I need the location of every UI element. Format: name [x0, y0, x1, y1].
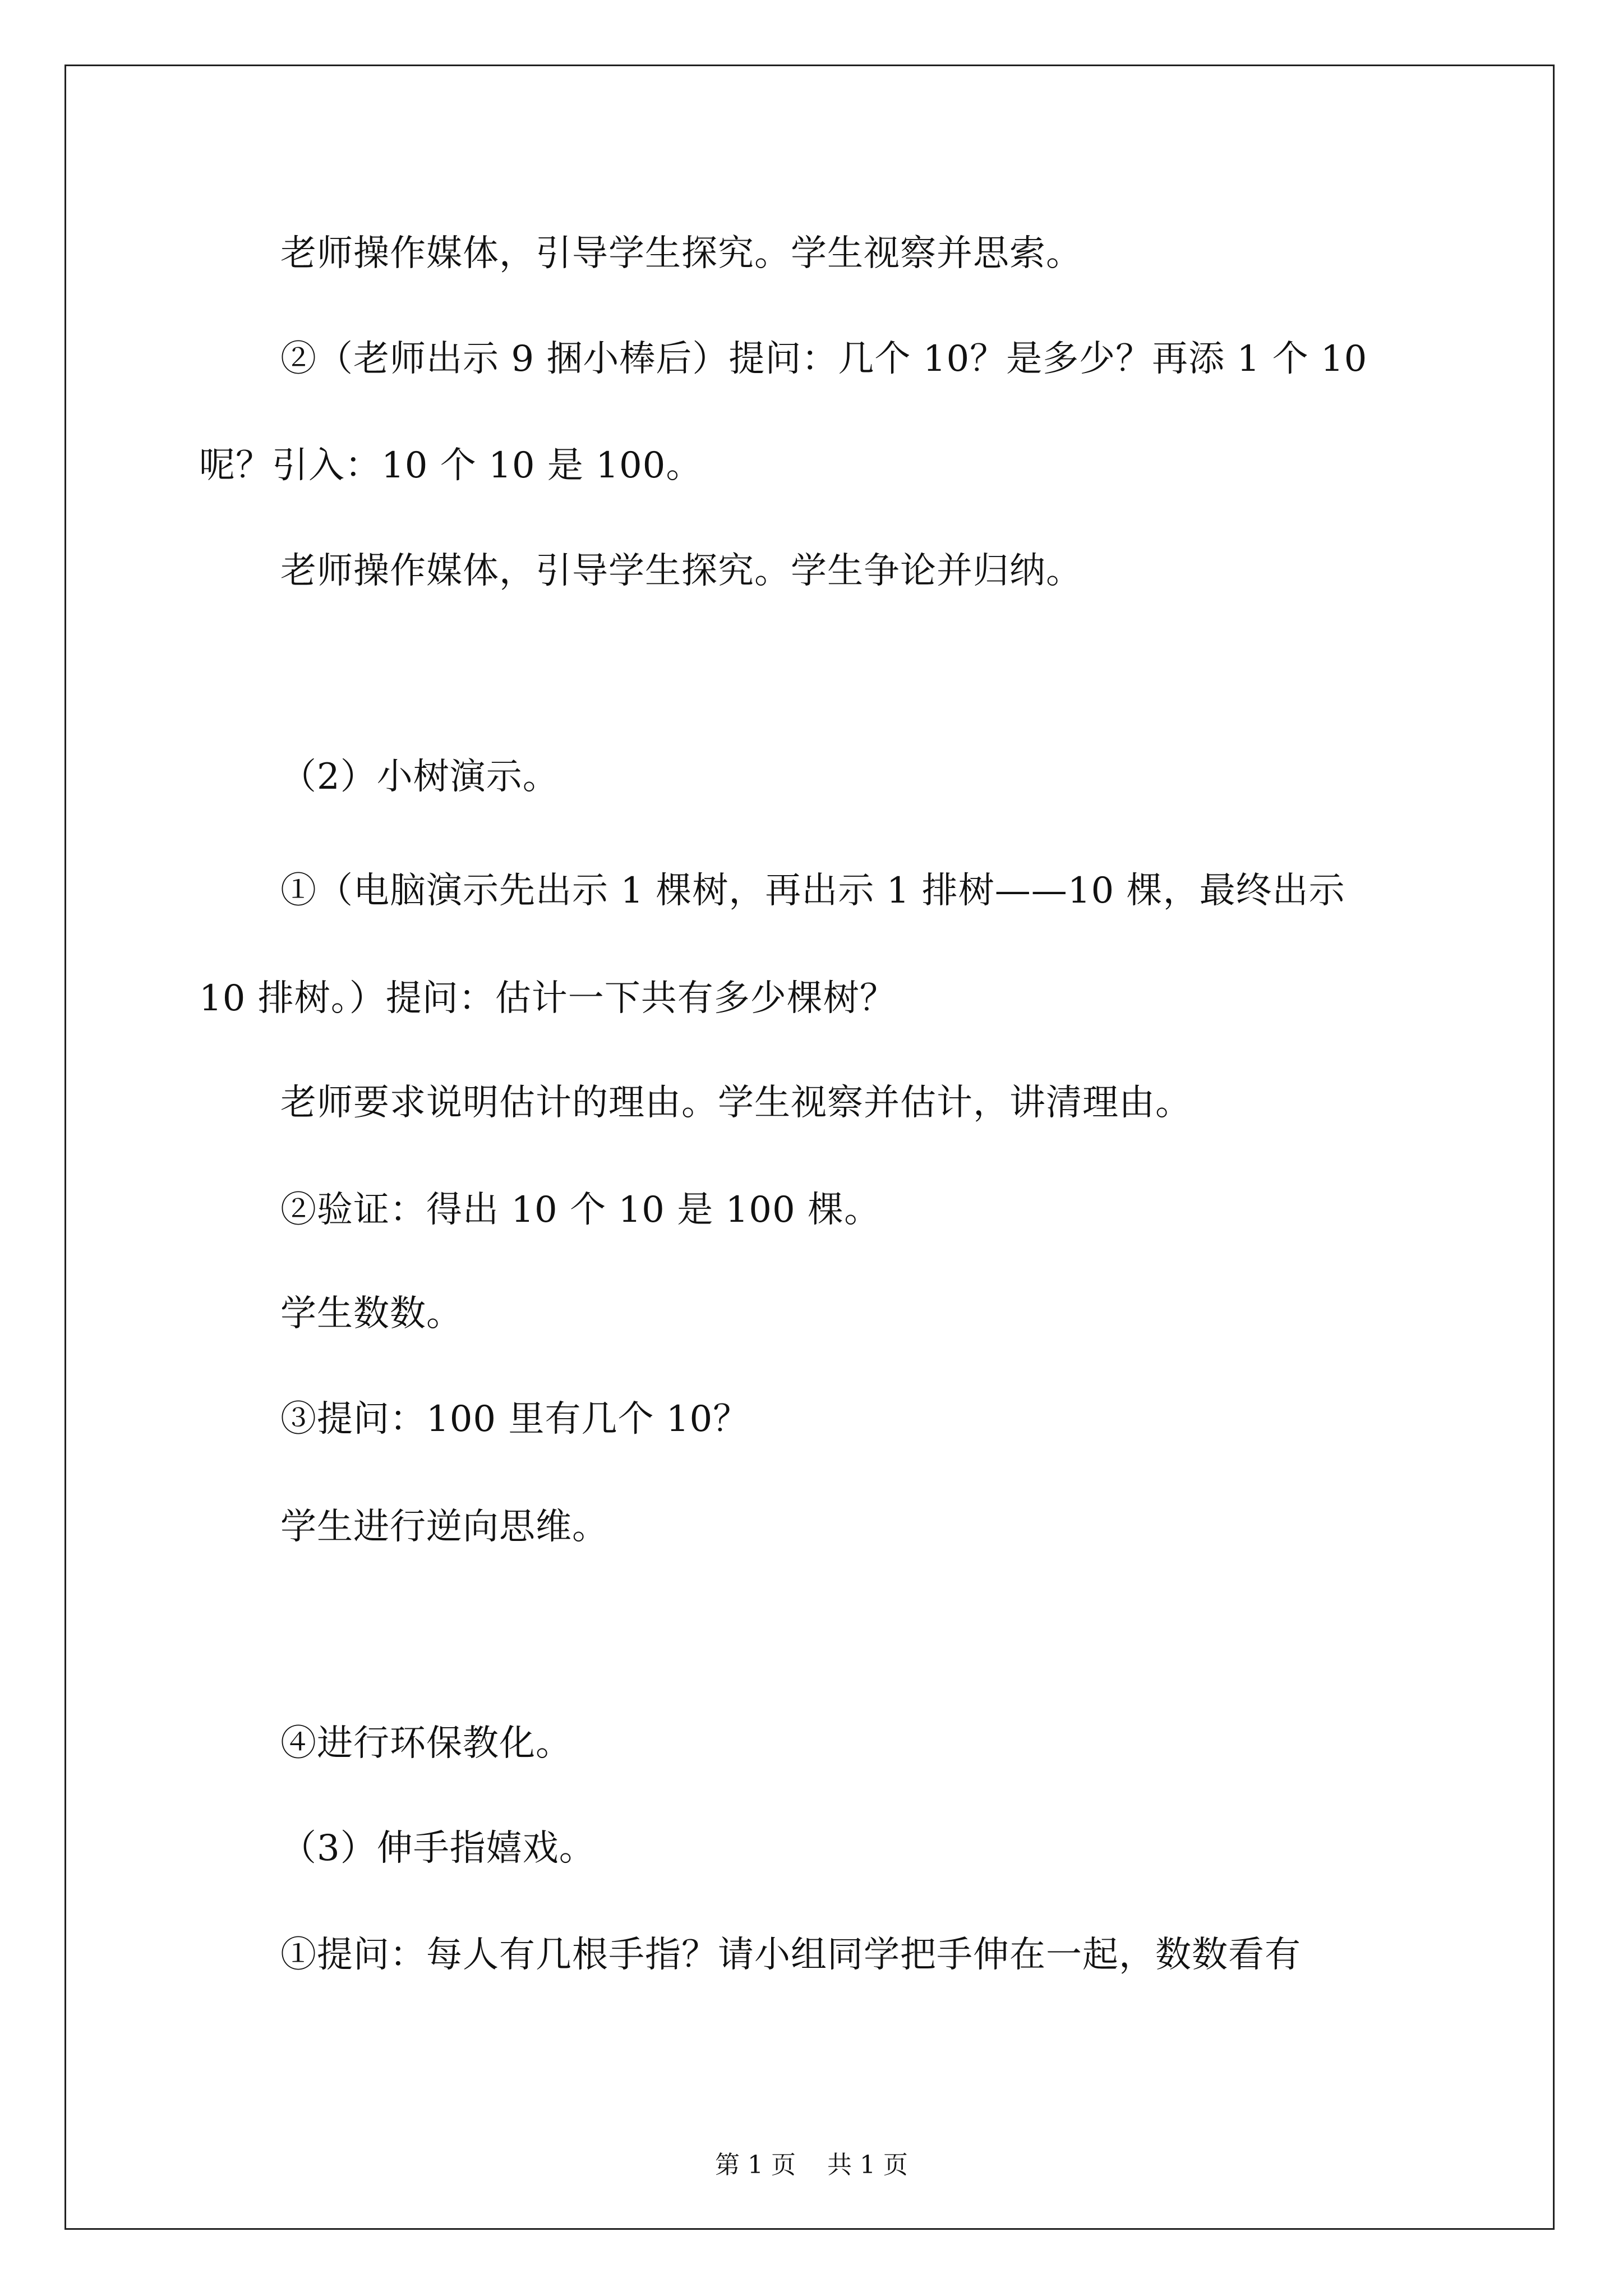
paragraph-line: 学生进行逆向思维。: [280, 1506, 608, 1548]
paragraph-line: 老师操作媒体，引导学生探究。学生争论并归纳。: [280, 550, 1082, 592]
page-number-footer: 第 1 页 共 1 页: [715, 2151, 908, 2179]
paragraph-line: ③提问：100 里有几个 10？: [280, 1398, 750, 1440]
paragraph-line: ①（电脑演示先出示 1 棵树，再出示 1 排树——10 棵，最终出示: [280, 870, 1345, 912]
paragraph-line: 老师要求说明估计的理由。学生视察并估计，讲清理由。: [280, 1082, 1192, 1124]
paragraph-line: ②验证：得出 10 个 10 是 100 棵。: [280, 1189, 881, 1231]
section-heading: （2）小树演示。: [280, 756, 559, 798]
section-heading: （3）伸手指嬉戏。: [280, 1828, 596, 1869]
paragraph-line: 呢？引入：10 个 10 是 100。: [199, 445, 703, 486]
paragraph-line: ④进行环保教化。: [280, 1723, 572, 1764]
paragraph-line: ①提问：每人有几根手指？请小组同学把手伸在一起，数数看有: [280, 1934, 1301, 1976]
paragraph-line: ②（老师出示 9 捆小棒后）提问：几个 10？是多少？再添 1 个 10: [280, 338, 1368, 380]
page-border: [64, 65, 1555, 2230]
paragraph-line: 学生数数。: [280, 1293, 463, 1335]
paragraph-line: 10 排树。）提问：估计一下共有多少棵树？: [199, 978, 896, 1019]
paragraph-line: 老师操作媒体，引导学生探究。学生视察并思索。: [280, 233, 1082, 274]
